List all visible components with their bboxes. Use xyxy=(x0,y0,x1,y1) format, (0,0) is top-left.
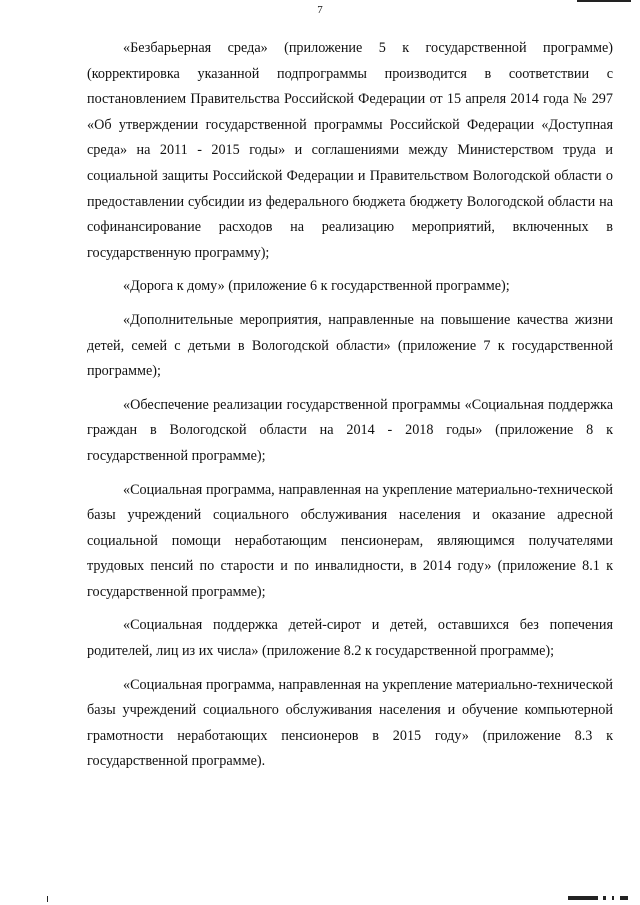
page-number: 7 xyxy=(317,4,323,16)
paragraph-road-home: «Дорога к дому» (приложение 6 к государственной программе); xyxy=(123,278,510,295)
paragraph-social-program-2014: «Социальная программа, направленная на укрепление материально-технической базы учреждений социального обслуживания населения и оказание адресной социальной помощи неработающим пенсионерам, являющимся получателями трудовых пенсий по старости и по инвалидности, в 2014 году» (приложение 8.1 к государственной программе); xyxy=(87,481,613,600)
scan-artifact-bottom xyxy=(568,896,598,900)
scan-artifact-bottom xyxy=(620,896,628,900)
document-body xyxy=(87,36,613,783)
scan-artifact-bottom xyxy=(612,896,614,900)
paragraph-additional-measures: «Дополнительные мероприятия, направленные на повышение качества жизни детей, семей с детьми в Вологодской области» (приложение 7 к государственной программе); xyxy=(87,311,613,380)
scan-artifact-top xyxy=(577,0,631,2)
paragraph-orphans-support: «Социальная поддержка детей-сирот и детей, оставшихся без попечения родителей, лиц из их числа» (приложение 8.2 к государственной программе); xyxy=(87,617,613,660)
paragraph-social-program-2015: «Социальная программа, направленная на укрепление материально-технической базы учреждений социального обслуживания населения и обучение компьютерной грамотности неработающих пенсионеров в 2015 году» (приложение 8.3 к государственной программе). xyxy=(87,676,613,770)
paragraph-barrier-free-environment: «Безбарьерная среда» (приложение 5 к государственной программе) (корректировка указанной подпрограммы производится в соответствии с постановлением Правительства Российской Федерации от 15 апреля 2014 года № 297 «Об утверждении государственной программы Российской Федерации «Доступная среда» на 2011 - 2015 годы» и соглашениями между Министерством труда и социальной защиты Российской Федерации и Правительством Вологодской области о предоставлении субсидии из федерального бюджета бюджету Вологодской области на софинансирование расходов на реализацию мероприятий, включенных в государственную программу); xyxy=(87,40,613,261)
paragraph-program-support: «Обеспечение реализации государственной программы «Социальная поддержка граждан в Вологодской области на 2014 - 2018 годы» (приложение 8 к государственной программе); xyxy=(87,396,613,464)
scan-artifact-bottom xyxy=(603,896,606,900)
scan-artifact-left xyxy=(47,896,48,902)
